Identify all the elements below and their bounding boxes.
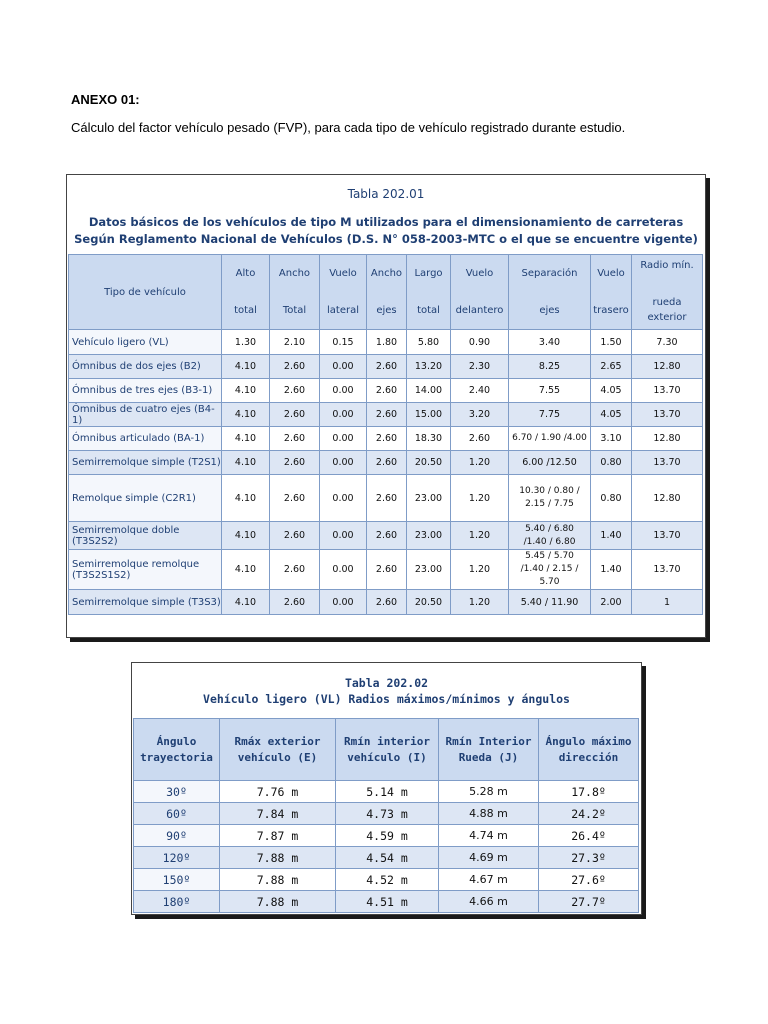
value-cell: 4.10 xyxy=(222,451,270,475)
angle-cell: 60º xyxy=(134,803,220,825)
table-row xyxy=(134,781,639,803)
value-cell: 2.60 xyxy=(367,522,407,550)
table-row xyxy=(69,590,703,615)
vehicle-type-cell: Semirremolque simple (T2S1) xyxy=(69,451,222,475)
value-cell: 0.80 xyxy=(591,475,632,522)
col-header xyxy=(367,255,407,330)
col-header-top: Separación xyxy=(521,268,578,279)
value-cell: 7.84 m xyxy=(220,803,336,825)
value-cell: 12.80 xyxy=(632,427,703,451)
vehicle-data-table-card xyxy=(66,174,706,638)
value-cell: 0.00 xyxy=(320,403,367,427)
vehicle-type-cell: Remolque simple (C2R1) xyxy=(69,475,222,522)
col-header xyxy=(222,255,270,330)
value-cell: 13.70 xyxy=(632,550,703,590)
value-cell: 2.60 xyxy=(270,590,320,615)
value-cell: 10.30 / 0.80 / 2.15 / 7.75 xyxy=(509,475,591,522)
value-cell: 4.74 m xyxy=(439,825,539,847)
value-cell: 6.00 /12.50 xyxy=(509,451,591,475)
value-cell: 4.88 m xyxy=(439,803,539,825)
value-cell: 4.10 xyxy=(222,403,270,427)
value-cell: 7.87 m xyxy=(220,825,336,847)
value-cell: 4.59 m xyxy=(336,825,439,847)
value-cell: 2.60 xyxy=(451,427,509,451)
table-row xyxy=(69,330,703,355)
table1-title: Tabla 202.01 xyxy=(347,187,425,201)
value-cell: 0.90 xyxy=(451,330,509,355)
value-cell: 7.55 xyxy=(509,379,591,403)
col-header: Rmín interior vehículo (I) xyxy=(336,719,439,781)
value-cell: 24.2º xyxy=(539,803,639,825)
value-cell: 0.00 xyxy=(320,590,367,615)
col-header-bottom: rueda exterior xyxy=(647,297,687,323)
value-cell: 1.20 xyxy=(451,522,509,550)
value-cell: 2.65 xyxy=(591,355,632,379)
value-cell: 4.69 m xyxy=(439,847,539,869)
value-cell: 6.70 / 1.90 /4.00 xyxy=(509,427,591,451)
vehicle-type-cell: Semirremolque remolque (T3S2S1S2) xyxy=(69,550,222,590)
value-cell: 27.6º xyxy=(539,869,639,891)
table2-caption xyxy=(132,663,641,706)
value-cell: 18.30 xyxy=(407,427,451,451)
value-cell: 1.30 xyxy=(222,330,270,355)
col-header xyxy=(632,255,703,330)
value-cell: 13.20 xyxy=(407,355,451,379)
col-header xyxy=(509,255,591,330)
value-cell: 4.10 xyxy=(222,379,270,403)
value-cell: 27.7º xyxy=(539,891,639,913)
value-cell: 1.80 xyxy=(367,330,407,355)
value-cell: 3.40 xyxy=(509,330,591,355)
table-row xyxy=(69,355,703,379)
value-cell: 2.60 xyxy=(367,550,407,590)
table-row xyxy=(69,451,703,475)
value-cell: 0.00 xyxy=(320,355,367,379)
vehicle-type-cell: Ómnibus de tres ejes (B3-1) xyxy=(69,379,222,403)
value-cell: 4.05 xyxy=(591,403,632,427)
col-header xyxy=(591,255,632,330)
col-header-bottom: total xyxy=(234,305,257,316)
col-header-top: Radio mín. xyxy=(640,260,694,271)
value-cell: 13.70 xyxy=(632,451,703,475)
value-cell: 4.10 xyxy=(222,355,270,379)
value-cell: 2.60 xyxy=(270,379,320,403)
value-cell: 4.51 m xyxy=(336,891,439,913)
vehicle-type-cell: Semirremolque doble (T3S2S2) xyxy=(69,522,222,550)
value-cell: 1.20 xyxy=(451,590,509,615)
value-cell: 0.00 xyxy=(320,550,367,590)
table-row xyxy=(134,847,639,869)
value-cell: 7.88 m xyxy=(220,847,336,869)
value-cell: 7.76 m xyxy=(220,781,336,803)
value-cell: 2.60 xyxy=(367,379,407,403)
value-cell: 2.60 xyxy=(270,550,320,590)
value-cell: 2.60 xyxy=(270,403,320,427)
vehicle-type-cell: Ómnibus articulado (BA-1) xyxy=(69,427,222,451)
value-cell: 4.10 xyxy=(222,427,270,451)
value-cell: 4.54 m xyxy=(336,847,439,869)
value-cell: 2.60 xyxy=(270,475,320,522)
col-header-bottom: Total xyxy=(282,305,307,316)
value-cell: 4.73 m xyxy=(336,803,439,825)
col-header: Rmín Interior Rueda (J) xyxy=(439,719,539,781)
turning-radius-table-card xyxy=(131,662,642,915)
table1-subtitle-1: Datos básicos de los vehículos de tipo M utilizados para el dimensionamiento de carreteras xyxy=(88,215,684,229)
value-cell: 4.66 m xyxy=(439,891,539,913)
vehicle-data-table xyxy=(68,254,703,615)
table-row xyxy=(69,475,703,522)
table-row xyxy=(69,403,703,427)
value-cell: 17.8º xyxy=(539,781,639,803)
col-header-top: Vuelo xyxy=(329,268,357,279)
value-cell: 1.20 xyxy=(451,451,509,475)
table1-subtitle-2: Según Reglamento Nacional de Vehículos (D.S. N° 058-2003-MTC o el que se encuentre vigente) xyxy=(74,232,698,246)
col-header xyxy=(407,255,451,330)
value-cell: 12.80 xyxy=(632,475,703,522)
col-header xyxy=(451,255,509,330)
value-cell: 7.88 m xyxy=(220,891,336,913)
value-cell: 0.00 xyxy=(320,427,367,451)
col-header-bottom: total xyxy=(417,305,440,316)
value-cell: 2.30 xyxy=(451,355,509,379)
col-header-bottom: ejes xyxy=(376,305,397,316)
table-row xyxy=(69,427,703,451)
value-cell: 1.20 xyxy=(451,475,509,522)
value-cell: 2.60 xyxy=(270,427,320,451)
value-cell: 3.20 xyxy=(451,403,509,427)
col-header: Rmáx exterior vehículo (E) xyxy=(220,719,336,781)
intro-text: Cálculo del factor vehículo pesado (FVP), para cada tipo de vehículo registrado durante estudio. xyxy=(71,120,626,135)
value-cell: 26.4º xyxy=(539,825,639,847)
value-cell: 5.40 / 11.90 xyxy=(509,590,591,615)
col-header-vehicle-type: Tipo de vehículo xyxy=(69,255,222,330)
table-row xyxy=(134,869,639,891)
value-cell: 4.67 m xyxy=(439,869,539,891)
table-row xyxy=(134,825,639,847)
vehicle-type-cell: Ómnibus de dos ejes (B2) xyxy=(69,355,222,379)
table-row xyxy=(69,522,703,550)
value-cell: 0.00 xyxy=(320,379,367,403)
value-cell: 4.10 xyxy=(222,522,270,550)
value-cell: 14.00 xyxy=(407,379,451,403)
col-header: Ángulo trayectoria xyxy=(134,719,220,781)
value-cell: 23.00 xyxy=(407,550,451,590)
value-cell: 5.80 xyxy=(407,330,451,355)
table1-caption xyxy=(67,175,705,246)
value-cell: 1.40 xyxy=(591,522,632,550)
table-row xyxy=(69,379,703,403)
value-cell: 0.00 xyxy=(320,522,367,550)
value-cell: 20.50 xyxy=(407,451,451,475)
value-cell: 3.10 xyxy=(591,427,632,451)
value-cell: 5.14 m xyxy=(336,781,439,803)
value-cell: 8.25 xyxy=(509,355,591,379)
value-cell: 2.40 xyxy=(451,379,509,403)
value-cell: 1.50 xyxy=(591,330,632,355)
value-cell: 2.60 xyxy=(367,475,407,522)
value-cell: 2.00 xyxy=(591,590,632,615)
value-cell: 5.40 / 6.80 /1.40 / 6.80 xyxy=(509,522,591,550)
value-cell: 2.60 xyxy=(367,451,407,475)
value-cell: 2.60 xyxy=(270,355,320,379)
value-cell: 4.10 xyxy=(222,475,270,522)
value-cell: 5.45 / 5.70 /1.40 / 2.15 / 5.70 xyxy=(509,550,591,590)
col-header-bottom: trasero xyxy=(593,305,629,316)
turning-radius-table xyxy=(133,718,639,913)
col-header-top: Largo xyxy=(414,268,443,279)
value-cell: 13.70 xyxy=(632,403,703,427)
value-cell: 7.30 xyxy=(632,330,703,355)
value-cell: 2.60 xyxy=(367,355,407,379)
table1-header-row xyxy=(69,255,703,330)
value-cell: 4.10 xyxy=(222,550,270,590)
value-cell: 2.60 xyxy=(367,403,407,427)
value-cell: 2.60 xyxy=(367,427,407,451)
table2-subtitle: Vehículo ligero (VL) Radios máximos/mínimos y ángulos xyxy=(203,692,570,706)
col-header xyxy=(270,255,320,330)
value-cell: 23.00 xyxy=(407,475,451,522)
value-cell: 2.60 xyxy=(270,451,320,475)
angle-cell: 30º xyxy=(134,781,220,803)
annex-heading: ANEXO 01: xyxy=(71,92,140,107)
value-cell: 2.60 xyxy=(270,522,320,550)
col-header xyxy=(320,255,367,330)
value-cell: 1 xyxy=(632,590,703,615)
table2-header-row xyxy=(134,719,639,781)
col-header-bottom: lateral xyxy=(327,305,359,316)
angle-cell: 150º xyxy=(134,869,220,891)
value-cell: 5.28 m xyxy=(439,781,539,803)
table-row xyxy=(134,891,639,913)
value-cell: 2.10 xyxy=(270,330,320,355)
table-row xyxy=(134,803,639,825)
value-cell: 7.88 m xyxy=(220,869,336,891)
value-cell: 27.3º xyxy=(539,847,639,869)
table-row xyxy=(69,550,703,590)
value-cell: 0.00 xyxy=(320,451,367,475)
value-cell: 7.75 xyxy=(509,403,591,427)
col-header: Ángulo máximo dirección xyxy=(539,719,639,781)
value-cell: 4.05 xyxy=(591,379,632,403)
value-cell: 0.15 xyxy=(320,330,367,355)
value-cell: 1.40 xyxy=(591,550,632,590)
vehicle-type-cell: Vehículo ligero (VL) xyxy=(69,330,222,355)
value-cell: 1.20 xyxy=(451,550,509,590)
value-cell: 13.70 xyxy=(632,522,703,550)
col-header-top: Vuelo xyxy=(597,268,625,279)
col-header-top: Alto xyxy=(235,268,256,279)
col-header-top: Vuelo xyxy=(465,268,494,279)
value-cell: 23.00 xyxy=(407,522,451,550)
value-cell: 13.70 xyxy=(632,379,703,403)
col-header-top: Ancho xyxy=(370,268,403,279)
col-header-bottom: delantero xyxy=(455,305,504,316)
col-header-top: Ancho xyxy=(278,268,311,279)
vehicle-type-cell: Semirremolque simple (T3S3) xyxy=(69,590,222,615)
value-cell: 2.60 xyxy=(367,590,407,615)
vehicle-type-cell: Ómnibus de cuatro ejes (B4-1) xyxy=(69,403,222,427)
value-cell: 0.00 xyxy=(320,475,367,522)
col-header-bottom: ejes xyxy=(539,305,560,316)
value-cell: 4.52 m xyxy=(336,869,439,891)
value-cell: 12.80 xyxy=(632,355,703,379)
angle-cell: 120º xyxy=(134,847,220,869)
angle-cell: 90º xyxy=(134,825,220,847)
value-cell: 20.50 xyxy=(407,590,451,615)
table2-title: Tabla 202.02 xyxy=(344,676,429,690)
angle-cell: 180º xyxy=(134,891,220,913)
value-cell: 4.10 xyxy=(222,590,270,615)
value-cell: 0.80 xyxy=(591,451,632,475)
value-cell: 15.00 xyxy=(407,403,451,427)
